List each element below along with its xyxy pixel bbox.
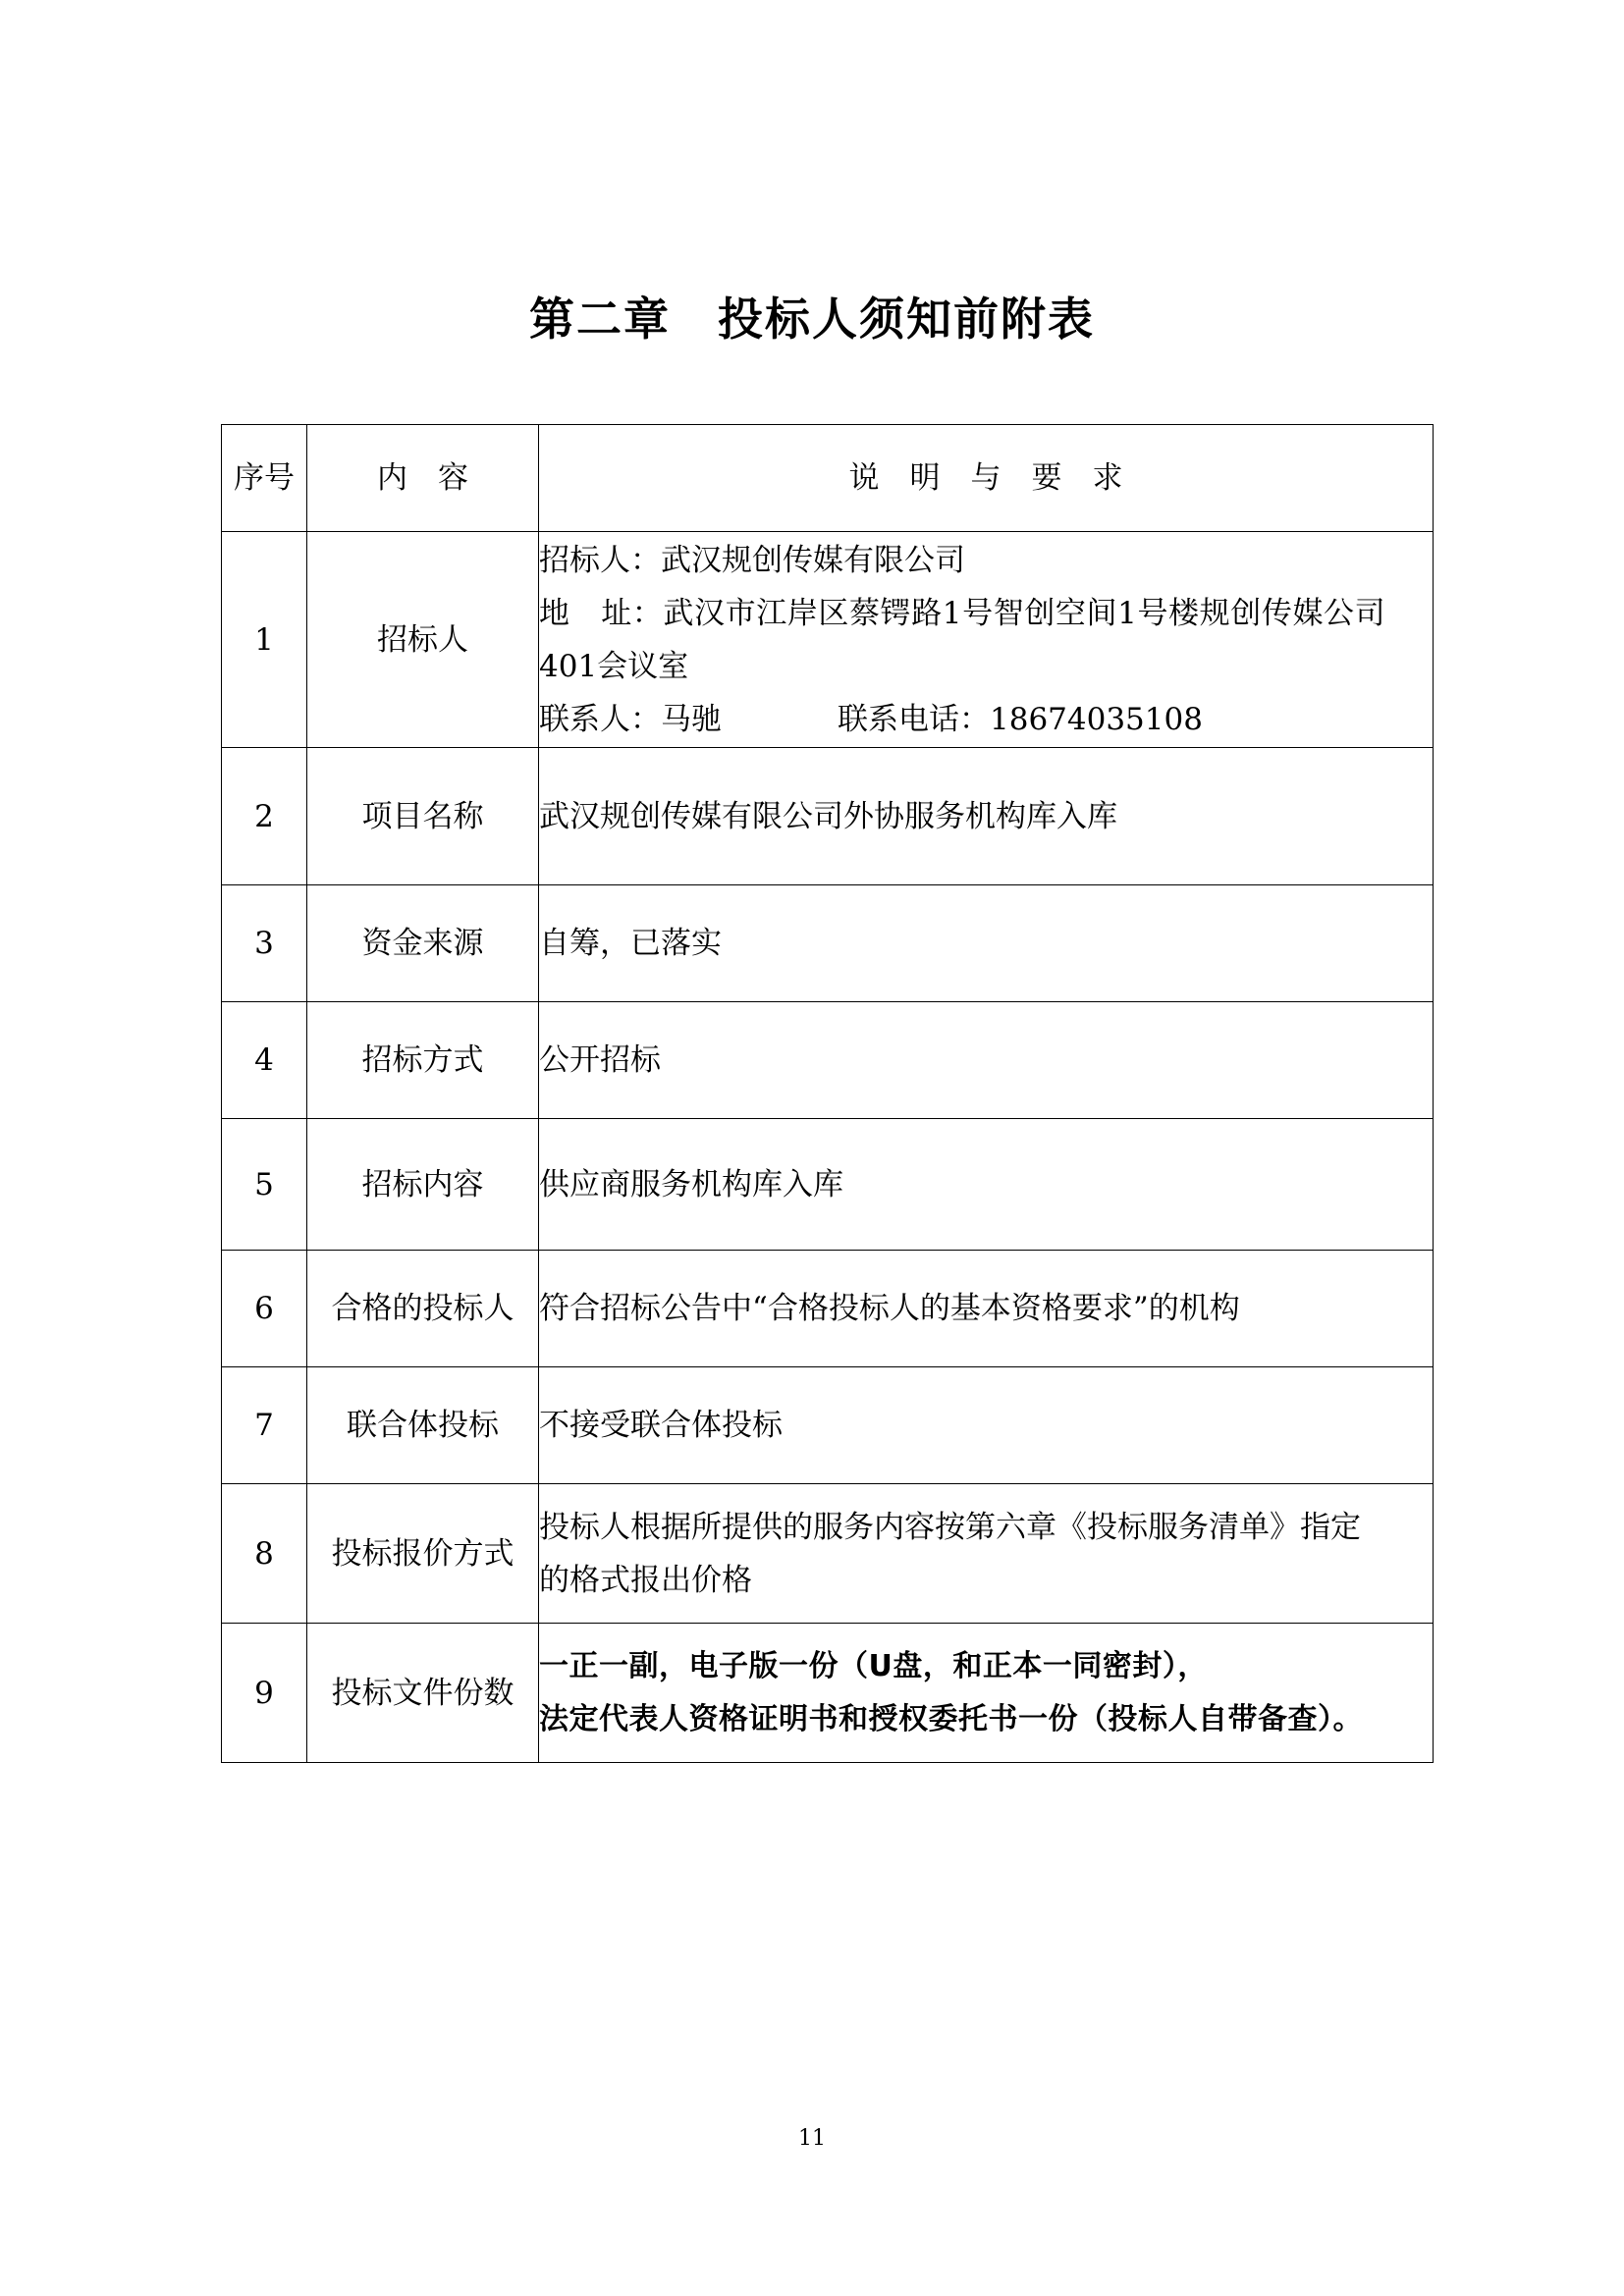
table-row [222, 1002, 1434, 1119]
header-no: 序号 [222, 425, 307, 532]
row-description [539, 1624, 1434, 1763]
table-row [222, 1251, 1434, 1367]
row-description: 符合招标公告中“合格投标人的基本资格要求”的机构 [539, 1251, 1434, 1367]
row-item: 合格的投标人 [307, 1251, 539, 1367]
row-number: 4 [222, 1002, 307, 1119]
row-item: 招标内容 [307, 1119, 539, 1251]
pricing-line: 投标人根据所提供的服务内容按第六章《投标服务清单》指定 [539, 1509, 1361, 1545]
row-number: 3 [222, 885, 307, 1002]
header-desc: 说 明 与 要 求 [539, 425, 1434, 532]
tenderer-line: 招标人：武汉规创传媒有限公司 [539, 542, 965, 578]
table-row [222, 1484, 1434, 1624]
copies-line: 一正一副，电子版一份（U盘，和正本一同密封）， [539, 1648, 1208, 1683]
table-row [222, 885, 1434, 1002]
row-description [539, 532, 1434, 748]
row-item: 资金来源 [307, 885, 539, 1002]
row-description: 武汉规创传媒有限公司外协服务机构库入库 [539, 748, 1434, 885]
row-number: 1 [222, 532, 307, 748]
contact-phone: 联系电话：18674035108 [838, 701, 1203, 737]
row-item: 联合体投标 [307, 1367, 539, 1484]
certificate-line: 法定代表人资格证明书和授权委托书一份（投标人自带备查）。 [539, 1701, 1363, 1736]
contact-line [539, 693, 1433, 746]
table-row [222, 532, 1434, 748]
row-item: 项目名称 [307, 748, 539, 885]
contact-person: 联系人：马驰 [539, 701, 722, 737]
pricing-line-cont: 的格式报出价格 [539, 1562, 752, 1598]
table-row [222, 1624, 1434, 1763]
row-number: 5 [222, 1119, 307, 1251]
header-item: 内 容 [307, 425, 539, 532]
page-title: 第二章 投标人须知前附表 [529, 293, 1095, 346]
row-item: 投标报价方式 [307, 1484, 539, 1624]
table-row [222, 1367, 1434, 1484]
row-number: 2 [222, 748, 307, 885]
page-number: 11 [798, 2126, 826, 2151]
row-description: 供应商服务机构库入库 [539, 1119, 1434, 1251]
row-number: 8 [222, 1484, 307, 1624]
row-description: 不接受联合体投标 [539, 1367, 1434, 1484]
row-item: 招标方式 [307, 1002, 539, 1119]
address-line-cont: 401会议室 [539, 648, 689, 684]
row-number: 7 [222, 1367, 307, 1484]
row-number: 6 [222, 1251, 307, 1367]
row-number: 9 [222, 1624, 307, 1763]
row-description [539, 1484, 1434, 1624]
table-row [222, 1119, 1434, 1251]
table-row [222, 748, 1434, 885]
table-header-row [222, 425, 1434, 532]
requirements-table [221, 424, 1434, 1763]
address-line: 地 址：武汉市江岸区蔡锷路1号智创空间1号楼规创传媒公司 [539, 595, 1386, 631]
row-item: 投标文件份数 [307, 1624, 539, 1763]
row-description: 自筹，已落实 [539, 885, 1434, 1002]
row-description: 公开招标 [539, 1002, 1434, 1119]
row-item: 招标人 [307, 532, 539, 748]
